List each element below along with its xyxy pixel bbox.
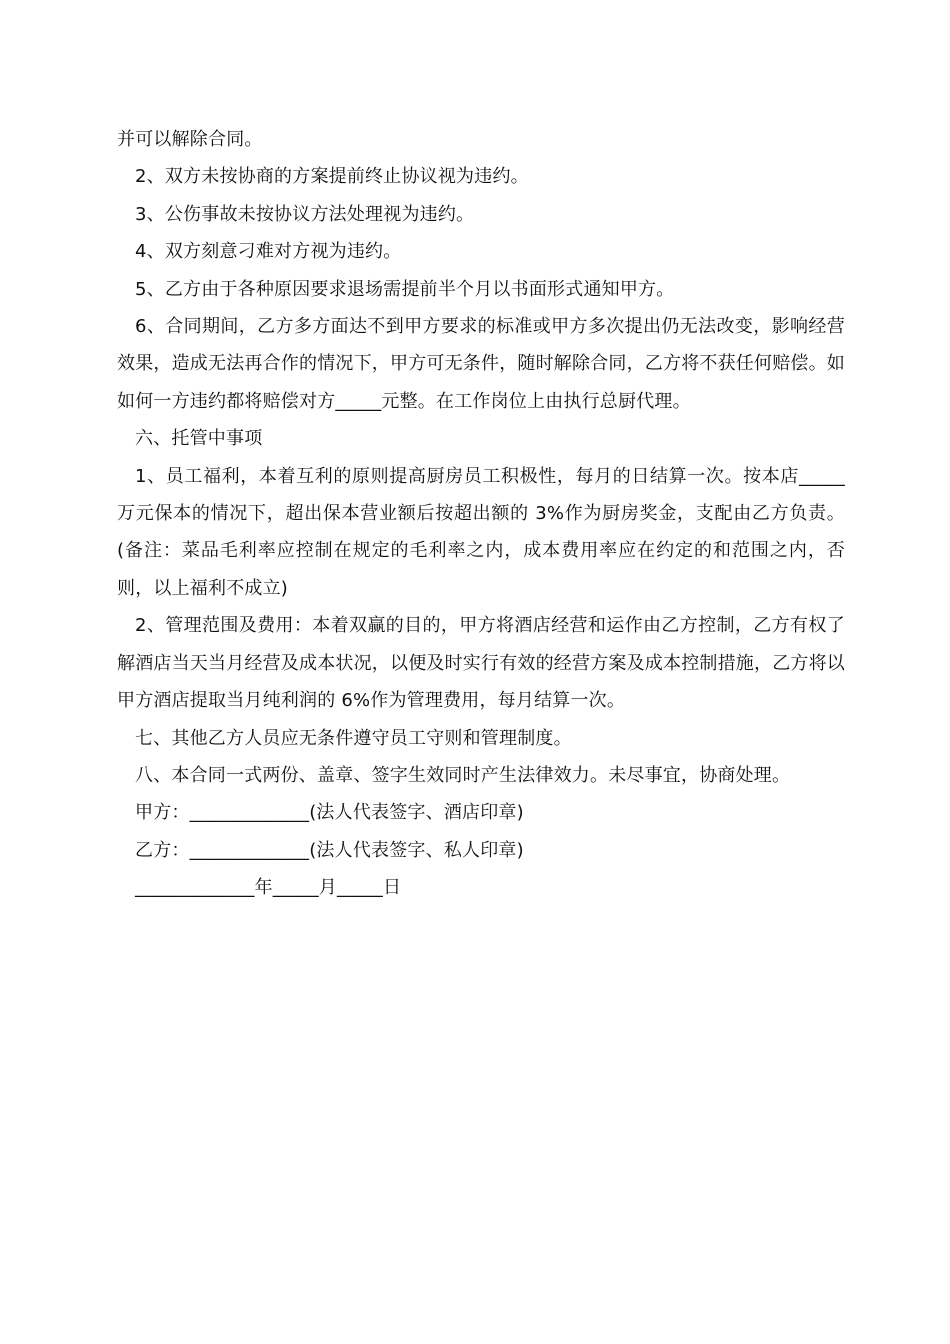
section-heading-6: 六、托管中事项 [135,428,263,450]
signature-party-a: 甲方：_____________(法人代表签字、酒店印章) [135,802,524,824]
clause-2-breach: 2、双方未按协商的方案提前终止协议视为违约。 [135,166,529,188]
contract-body [117,121,845,907]
clause-4-obstruction: 4、双方刻意刁难对方视为违约。 [135,241,402,263]
section-heading-7: 七、其他乙方人员应无条件遵守员工守则和管理制度。 [135,727,572,749]
section-heading-8: 八、本合同一式两份、盖章、签字生效同时产生法律效力。未尽事宜，协商处理。 [135,764,791,786]
section-6-clause-2-management-fee: 2、管理范围及费用：本着双赢的目的，甲方将酒店经营和运作由乙方控制，乙方有权了解酒店当天当月经营及成本状况，以便及时实行有效的经营方案及成本控制措施，乙方将以甲方酒店提取当月纯利润的 6%作为管理费用，每月结算一次。 [117,615,845,712]
section-6-clause-1-welfare: 1、员工福利，本着互利的原则提高厨房员工积极性，每月的日结算一次。按本店_____万元保本的情况下，超出保本营业额后按超出额的 3%作为厨房奖金，支配由乙方负责。(备注：菜品毛利率应控制在规定的毛利率之内，成本费用率应在约定的和范围之内，否则，以上福利不成立) [117,465,845,599]
clause-3-work-injury: 3、公伤事故未按协议方法处理视为违约。 [135,203,475,225]
clause-6-termination: 6、合同期间，乙方多方面达不到甲方要求的标准或甲方多次提出仍无法改变，影响经营效果，造成无法再合作的情况下，甲方可无条件，随时解除合同，乙方将不获任何赔偿。如如何一方违约都将赔偿对方_____元整。在工作岗位上由执行总厨代理。 [117,316,845,412]
signature-party-b: 乙方：_____________(法人代表签字、私人印章) [135,839,524,861]
signature-date: _____________年_____月_____日 [135,877,402,899]
clause-5-withdrawal-notice: 5、乙方由于各种原因要求退场需提前半个月以书面形式通知甲方。 [135,278,675,300]
paragraph-continuation: 并可以解除合同。 [117,129,263,150]
